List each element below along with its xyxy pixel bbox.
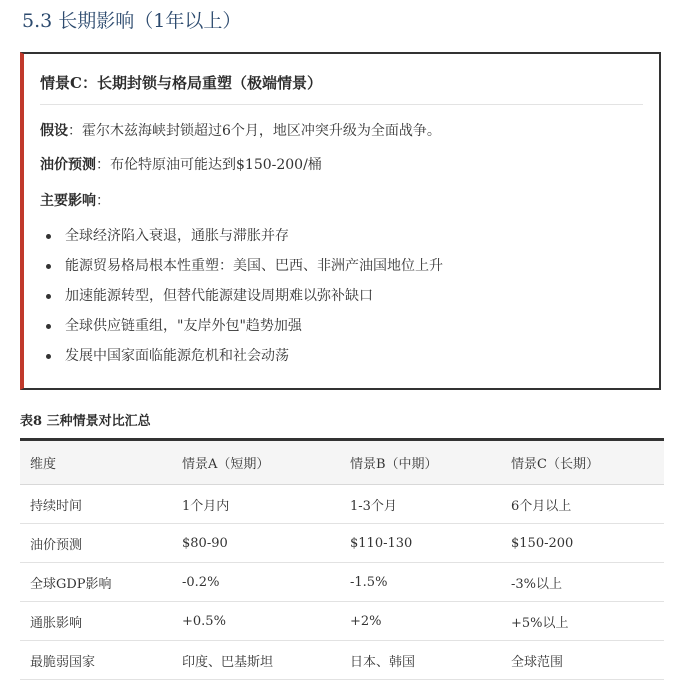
table-row — [20, 563, 664, 602]
table-cell: 6个月以上 — [508, 485, 664, 524]
table-cell: -3%以上 — [508, 563, 664, 602]
table-cell: +2% — [347, 602, 508, 641]
column-header: 情景B（中期） — [347, 440, 508, 485]
callout-divider — [40, 104, 643, 105]
table-cell: 通胀影响 — [20, 602, 179, 641]
list-item — [40, 224, 443, 254]
table-cell: 油价预测 — [20, 524, 179, 563]
forecast-line — [40, 154, 322, 174]
list-item-text: 能源贸易格局根本性重塑：美国、巴西、非洲产油国地位上升 — [65, 258, 443, 274]
scenario-c-title: 情景C：长期封锁与格局重塑（极端情景） — [40, 74, 322, 92]
list-item — [40, 254, 443, 284]
table-cell: 1个月内 — [179, 485, 347, 524]
bullet-icon — [46, 234, 51, 239]
list-item — [40, 284, 443, 314]
list-item-text: 加速能源转型，但替代能源建设周期难以弥补缺口 — [65, 288, 373, 304]
scenario-c-callout — [20, 52, 661, 390]
table-cell: +0.5% — [179, 602, 347, 641]
table-cell: 全球GDP影响 — [20, 563, 179, 602]
list-item-text: 全球经济陷入衰退，通胀与滞胀并存 — [65, 228, 289, 244]
column-header: 情景A（短期） — [179, 440, 347, 485]
table-caption: 表8 三种情景对比汇总 — [20, 414, 151, 429]
table-cell: +5%以上 — [508, 602, 664, 641]
table-cell: 全球范围 — [508, 641, 664, 680]
bullet-icon — [46, 324, 51, 329]
column-header: 情景C（长期） — [508, 440, 664, 485]
list-item-text: 发展中国家面临能源危机和社会动荡 — [65, 348, 289, 364]
table-cell: 1-3个月 — [347, 485, 508, 524]
table-row — [20, 641, 664, 680]
impacts-colon: ： — [96, 193, 110, 209]
assumption-line — [40, 120, 441, 140]
impacts-heading — [40, 190, 110, 210]
table-row — [20, 524, 664, 563]
table-cell: -1.5% — [347, 563, 508, 602]
list-item — [40, 344, 443, 374]
table-cell: 最脆弱国家 — [20, 641, 179, 680]
table-cell: 印度、巴基斯坦 — [179, 641, 347, 680]
table-cell: $80-90 — [179, 524, 347, 563]
table-cell: 持续时间 — [20, 485, 179, 524]
impacts-key: 主要影响 — [40, 193, 96, 209]
scenario-comparison-table — [20, 438, 664, 680]
bullet-icon — [46, 354, 51, 359]
list-item — [40, 314, 443, 344]
table-row — [20, 485, 664, 524]
table-cell: -0.2% — [179, 563, 347, 602]
table-cell: $110-130 — [347, 524, 508, 563]
assumption-text: ：霍尔木兹海峡封锁超过6个月，地区冲突升级为全面战争。 — [68, 123, 441, 139]
bullet-icon — [46, 264, 51, 269]
table-cell: $150-200 — [508, 524, 664, 563]
table-cell: 日本、韩国 — [347, 641, 508, 680]
impacts-list — [40, 224, 443, 374]
column-header: 维度 — [20, 440, 179, 485]
forecast-text: ：布伦特原油可能达到$150-200/桶 — [96, 157, 322, 173]
bullet-icon — [46, 294, 51, 299]
section-title: 5.3 长期影响（1年以上） — [22, 10, 242, 32]
table-row — [20, 602, 664, 641]
list-item-text: 全球供应链重组，"友岸外包"趋势加强 — [65, 318, 302, 334]
forecast-key: 油价预测 — [40, 157, 96, 173]
assumption-key: 假设 — [40, 123, 68, 139]
table-header-row — [20, 440, 664, 485]
